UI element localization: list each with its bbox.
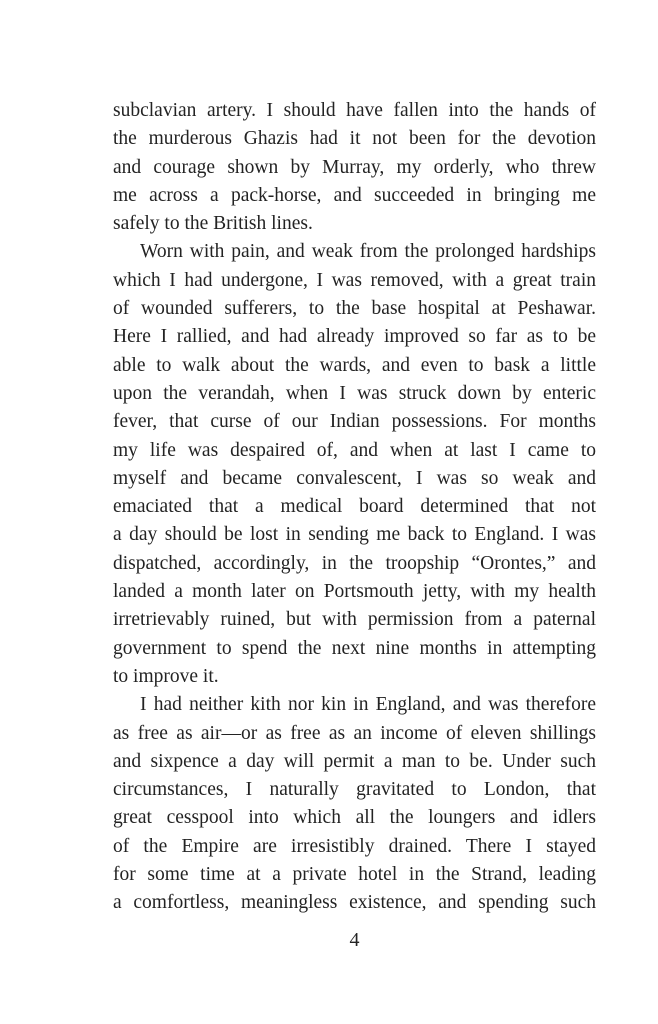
text-line: of the Empire are irresistibly drained. There I stayed xyxy=(113,835,596,857)
text-line: of wounded sufferers, to the base hospital at Peshawar. xyxy=(113,298,596,320)
text-line: me across a pack-horse, and succeeded in bringing me xyxy=(113,184,596,206)
text-line: upon the verandah, when I was struck down by enteric xyxy=(113,382,596,404)
text-line: landed a month later on Portsmouth jetty, with my health xyxy=(113,581,596,603)
text-line: I had neither kith nor kin in England, and was therefore xyxy=(140,694,596,716)
text-line: which I had undergone, I was removed, with a great train xyxy=(113,269,596,291)
text-line: the murderous Ghazis had it not been for the devotion xyxy=(113,128,596,150)
text-line: my life was despaired of, and when at last I came to xyxy=(113,439,596,461)
text-line: Worn with pain, and weak from the prolonged hardships xyxy=(140,241,596,263)
text-line: dispatched, accordingly, in the troopship “Orontes,” and xyxy=(113,552,596,574)
paragraph xyxy=(113,238,596,691)
text-line: government to spend the next nine months in attempting xyxy=(113,637,596,659)
page-text-column xyxy=(113,97,596,918)
text-line: emaciated that a medical board determined that not xyxy=(113,496,596,518)
paragraph xyxy=(113,97,596,238)
paragraph xyxy=(113,691,596,917)
text-line: Here I rallied, and had already improved so far as to be xyxy=(113,326,596,348)
text-line: able to walk about the wards, and even to bask a little xyxy=(113,354,596,376)
text-line: a day should be lost in sending me back to England. I was xyxy=(113,524,596,546)
text-line: and courage shown by Murray, my orderly, who threw xyxy=(113,156,596,178)
text-line: to improve it. xyxy=(113,665,219,687)
text-line: subclavian artery. I should have fallen into the hands of xyxy=(113,100,596,121)
text-line: for some time at a private hotel in the Strand, leading xyxy=(113,864,596,886)
text-line: fever, that curse of our Indian possessions. For months xyxy=(113,411,596,433)
text-line: great cesspool into which all the loungers and idlers xyxy=(113,807,596,829)
text-line: a comfortless, meaningless existence, and spending such xyxy=(113,892,596,914)
text-line: irretrievably ruined, but with permission from a paternal xyxy=(113,609,596,631)
page-number: 4 xyxy=(349,929,360,951)
text-line: and sixpence a day will permit a man to be. Under such xyxy=(113,750,596,772)
text-line: safely to the British lines. xyxy=(113,213,313,235)
text-line: as free as air—or as free as an income of eleven shillings xyxy=(113,722,596,744)
text-line: myself and became convalescent, I was so weak and xyxy=(113,467,596,489)
text-line: circumstances, I naturally gravitated to London, that xyxy=(113,779,596,801)
